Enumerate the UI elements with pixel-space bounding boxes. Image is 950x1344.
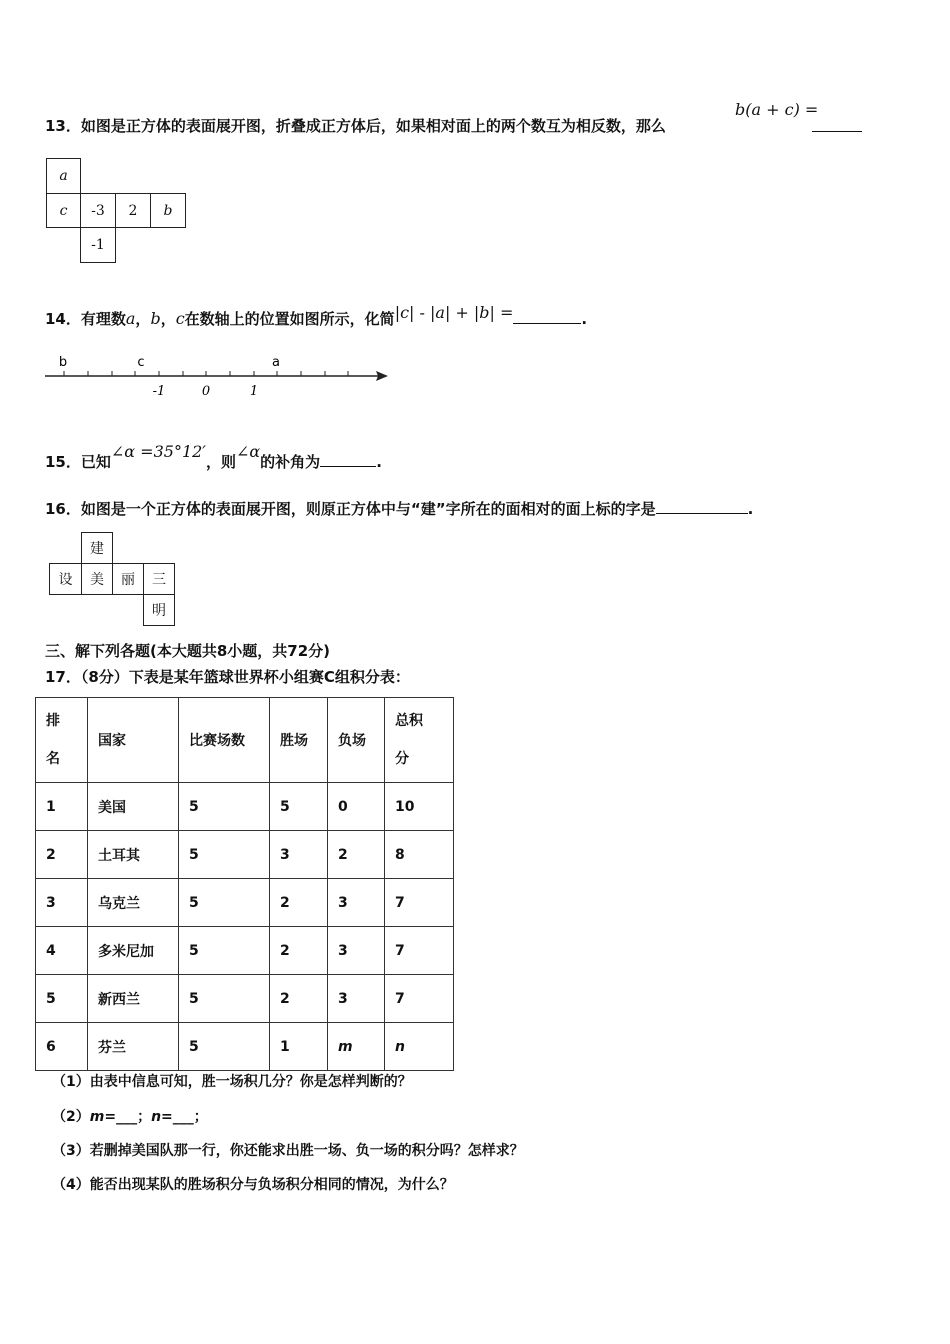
- sub-question-2: [52, 1106, 208, 1126]
- table-cell: 5: [179, 927, 270, 975]
- table-cell: 3: [36, 879, 88, 927]
- table-cell: 8: [385, 831, 454, 879]
- question-13-text: 13．如图是正方体的表面展开图，折叠成正方体后，如果相对面上的两个数互为相反数，那么: [45, 117, 666, 135]
- table-row: [36, 1023, 454, 1071]
- table-cell: 5: [179, 975, 270, 1023]
- table-cell: 5: [270, 783, 328, 831]
- header-cell: 总积 分: [385, 698, 454, 783]
- answer-blank-13: [812, 130, 862, 132]
- net-cell: 美: [81, 563, 113, 595]
- net-cell: a: [46, 158, 81, 194]
- var-m: m: [89, 1109, 105, 1125]
- question-15-angle: ∠α: [235, 442, 261, 461]
- table-cell: 1: [36, 783, 88, 831]
- table-row: [36, 783, 454, 831]
- question-14-formula: |c| - |a| + |b| =: [394, 303, 514, 322]
- sub-question-3: （3）若删掉美国队那一行，你还能求出胜一场、负一场的积分吗？怎样求？: [52, 1143, 524, 1159]
- q16-text: 16．如图是一个正方体的表面展开图，则原正方体中与“建”字所在的面相对的面上标的字是: [45, 500, 656, 518]
- table-cell: 7: [385, 927, 454, 975]
- question-14: [45, 303, 588, 329]
- net-cell: -3: [80, 193, 116, 228]
- table-cell: 多米尼加: [88, 927, 179, 975]
- table-cell: n: [385, 1023, 454, 1071]
- table-cell: 乌克兰: [88, 879, 179, 927]
- table-cell: 7: [385, 975, 454, 1023]
- net-cell: -1: [80, 227, 116, 263]
- question-17: 17．（8分）下表是某年篮球世界杯小组赛C组积分表：: [45, 668, 410, 686]
- point-label-c: c: [137, 355, 145, 370]
- point-label-b: b: [58, 355, 68, 370]
- table-cell: 10: [385, 783, 454, 831]
- sub2-blank-n: =___；: [161, 1109, 208, 1125]
- table-cell: 4: [36, 927, 88, 975]
- header-cell: 比赛场数: [179, 698, 270, 783]
- answer-blank-15: [320, 465, 376, 467]
- table-cell: 3: [328, 879, 385, 927]
- table-cell: 2: [36, 831, 88, 879]
- net-cell: 三: [143, 563, 175, 595]
- question-13: [45, 115, 666, 136]
- table-row: [36, 975, 454, 1023]
- q15-prefix: 15．已知: [45, 453, 111, 471]
- answer-blank-14: [513, 322, 581, 324]
- table-cell: 3: [328, 927, 385, 975]
- number-line: [40, 350, 400, 400]
- standings-table: [35, 697, 454, 1071]
- table-row: [36, 927, 454, 975]
- header-cell: 排 名: [36, 698, 88, 783]
- net-cell: 建: [81, 532, 113, 564]
- table-cell: 2: [270, 879, 328, 927]
- var-a: a: [125, 309, 136, 328]
- net-cell: c: [46, 193, 81, 228]
- var-c: c: [175, 309, 185, 328]
- section-heading: 三、解下列各题(本大题共8小题，共72分): [45, 642, 331, 660]
- table-cell: 0: [328, 783, 385, 831]
- q15-end: .: [376, 453, 382, 471]
- point-label-a: a: [272, 355, 280, 370]
- net-cell: 明: [143, 594, 175, 626]
- sub-question-1: （1）由表中信息可知，胜一场积几分？你是怎样判断的？: [52, 1074, 412, 1090]
- q16-end: .: [747, 500, 754, 518]
- header-cell: 负场: [328, 698, 385, 783]
- q15-suffix: 的补角为: [260, 453, 321, 471]
- net-cell: 丽: [112, 563, 144, 595]
- table-cell: 2: [270, 975, 328, 1023]
- tick-label: -1: [152, 384, 166, 399]
- q14-prefix: 14．有理数: [45, 310, 126, 328]
- q14-end: .: [581, 310, 588, 328]
- sub2-blank-m: =___；: [104, 1109, 152, 1125]
- question-15-formula: ∠α =35°12′: [110, 442, 206, 461]
- header-cell: 国家: [88, 698, 179, 783]
- table-header-row: [36, 698, 454, 783]
- table-cell: 土耳其: [88, 831, 179, 879]
- table-cell: 美国: [88, 783, 179, 831]
- table-cell: 5: [179, 831, 270, 879]
- table-cell: 3: [328, 975, 385, 1023]
- question-13-formula: b(a + c) =: [735, 100, 819, 119]
- answer-blank-16: [656, 512, 748, 514]
- q14-sep: ，: [160, 310, 176, 328]
- table-cell: 5: [179, 879, 270, 927]
- table-cell: m: [328, 1023, 385, 1071]
- sub-question-4: （4）能否出现某队的胜场积分与负场积分相同的情况，为什么？: [52, 1177, 454, 1193]
- net-cell: 2: [115, 193, 151, 228]
- table-row: [36, 831, 454, 879]
- sub2-prefix: （2）: [52, 1109, 90, 1125]
- table-cell: 2: [328, 831, 385, 879]
- table-cell: 1: [270, 1023, 328, 1071]
- table-cell: 芬兰: [88, 1023, 179, 1071]
- header-cell: 胜场: [270, 698, 328, 783]
- table-cell: 5: [179, 1023, 270, 1071]
- net-cell: b: [150, 193, 186, 228]
- table-cell: 6: [36, 1023, 88, 1071]
- q15-middle: ，则: [205, 453, 236, 471]
- q14-middle: 在数轴上的位置如图所示，化简: [184, 310, 395, 328]
- tick-label: 1: [249, 384, 259, 399]
- question-16: [45, 498, 753, 519]
- net-cell: 设: [49, 563, 82, 595]
- table-cell: 新西兰: [88, 975, 179, 1023]
- q14-sep: ，: [135, 310, 151, 328]
- table-cell: 3: [270, 831, 328, 879]
- var-n: n: [151, 1109, 162, 1125]
- var-b: b: [150, 309, 161, 328]
- tick-label: 0: [201, 384, 211, 399]
- table-cell: 7: [385, 879, 454, 927]
- table-cell: 5: [36, 975, 88, 1023]
- table-cell: 5: [179, 783, 270, 831]
- question-15: [45, 442, 382, 472]
- table-row: [36, 879, 454, 927]
- table-cell: 2: [270, 927, 328, 975]
